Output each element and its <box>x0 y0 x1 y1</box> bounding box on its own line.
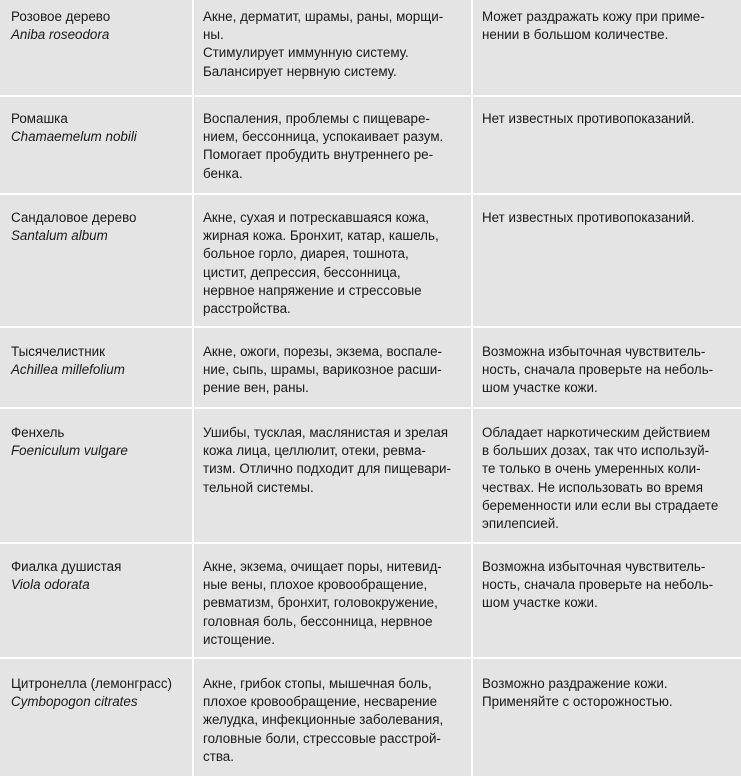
row-divider <box>0 657 741 659</box>
row-divider <box>0 542 741 544</box>
oil-uses: Ушибы, тусклая, маслянистая и зрелая кожа лица, целлюлит, отеки, ревма- тизм. Отлично подходит для пищевари- тельной системы. <box>203 425 451 495</box>
oil-latin-name: Santalum album <box>11 228 108 244</box>
column-divider <box>471 0 473 776</box>
oil-name: Фиалка душистая <box>11 559 122 574</box>
oil-cautions: Нет известных противопоказаний. <box>482 111 695 126</box>
row-divider <box>0 407 741 409</box>
table-row <box>0 550 741 655</box>
oil-name: Тысячелистник <box>11 344 105 359</box>
oil-cautions: Может раздражать кожу при приме- нении в большом количестве. <box>482 9 705 43</box>
table-row <box>0 0 741 95</box>
oil-cautions: Возможно раздражение кожи. Применяйте с осторожностью. <box>482 676 673 710</box>
oil-name-cell <box>0 335 192 379</box>
oil-cautions: Нет известных противопоказаний. <box>482 210 695 225</box>
table-row <box>0 667 741 776</box>
oil-latin-name: Cymbopogon citrates <box>11 694 138 710</box>
table-row <box>0 416 741 540</box>
table-row <box>0 201 741 325</box>
oil-cautions: Возможна избыточная чувствитель- ность, сначала проверьте на неболь- шом участке кожи. <box>482 344 714 396</box>
oil-name: Цитронелла (лемонграсс) <box>11 676 173 691</box>
table-row <box>0 102 741 192</box>
row-divider <box>0 326 741 328</box>
oil-uses: Воспаления, проблемы с пищеваре- нием, бессонница, успокаивает разум. Помогает пробудить внутреннего ре- бенка. <box>203 111 444 181</box>
oil-uses: Акне, ожоги, порезы, экзема, воспале- ние, сыпь, шрамы, варикозное расши- рение вен, раны. <box>203 344 442 396</box>
oil-name-cell <box>0 416 192 460</box>
row-divider <box>0 193 741 195</box>
oil-name-cell <box>0 201 192 245</box>
oil-cautions: Обладает наркотическим действием в больших дозах, так что используй- те только в очень умеренных коли- чествах. Не использовать во время беременности или если вы страдаете эпилепсией. <box>482 425 719 532</box>
oil-name-cell <box>0 667 192 711</box>
oil-name: Фенхель <box>11 425 65 440</box>
oil-name: Сандаловое дерево <box>11 210 137 225</box>
oil-name-cell <box>0 0 192 44</box>
oil-uses: Акне, дерматит, шрамы, раны, морщи- ны. Стимулирует иммунную систему. Балансирует нервную систему. <box>203 9 444 79</box>
oil-uses: Акне, экзема, очищает поры, нитевид- ные вены, плохое кровообращение, ревматизм, бронхит, головокружение, головная боль, бессонница, нервное истощение. <box>203 559 442 647</box>
oil-latin-name: Aniba roseodora <box>11 27 110 43</box>
oil-latin-name: Viola odorata <box>11 577 90 593</box>
row-divider <box>0 95 741 97</box>
oil-name: Ромашка <box>11 111 68 126</box>
table-row <box>0 335 741 405</box>
oil-latin-name: Achillea millefolium <box>11 362 125 378</box>
oil-name-cell <box>0 102 192 146</box>
oil-uses: Акне, грибок стопы, мышечная боль, плохое кровообращение, несварение желудка, инфекционные заболевания, головные боли, стрессовые расстрой- ства. <box>203 676 444 764</box>
oil-latin-name: Foeniculum vulgare <box>11 443 128 459</box>
oil-name-cell <box>0 550 192 594</box>
oil-uses: Акне, сухая и потрескавшаяся кожа, жирная кожа. Бронхит, катар, кашель, больное горло, диарея, тошнота, цистит, депрессия, бессонница, нервное напряжение и стрессовые расстройства. <box>203 210 439 317</box>
column-divider <box>192 0 194 776</box>
oil-cautions: Возможна избыточная чувствитель- ность, сначала проверьте на неболь- шом участке кожи. <box>482 559 714 611</box>
oil-name: Розовое дерево <box>11 9 111 24</box>
oil-latin-name: Chamaemelum nobili <box>11 129 137 145</box>
